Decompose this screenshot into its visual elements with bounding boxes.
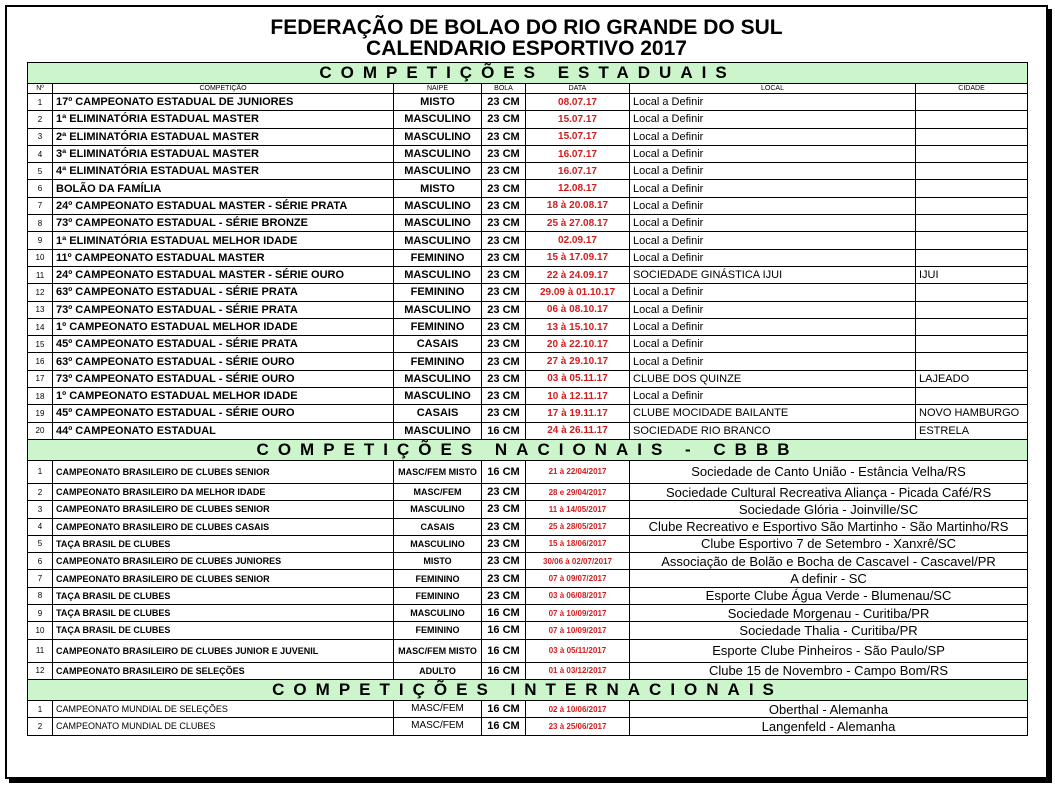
bola-value: 23 CM [482, 301, 526, 318]
city-value [916, 232, 1028, 249]
naipe-value: FEMININO [394, 570, 482, 587]
local-value: Clube Recreativo e Esportivo São Martinho - São Martinho/RS [630, 518, 1028, 535]
naipe-value: FEMININO [394, 353, 482, 370]
row-number: 12 [28, 662, 53, 679]
col-header-competicao: COMPETIÇÃO [53, 84, 394, 94]
date-value: 25 à 28/05/2017 [526, 518, 630, 535]
bola-value: 23 CM [482, 111, 526, 128]
table-row [28, 388, 1028, 405]
row-number: 8 [28, 587, 53, 604]
row-number: 12 [28, 284, 53, 301]
table-row [28, 605, 1028, 622]
row-number: 17 [28, 370, 53, 387]
competition-name: 44º CAMPEONATO ESTADUAL [53, 422, 394, 439]
estaduais-section [28, 63, 1028, 440]
local-value: Associação de Bolão e Bocha de Cascavel - Cascavel/PR [630, 553, 1028, 570]
competition-name: 24º CAMPEONATO ESTADUAL MASTER - SÉRIE OURO [53, 266, 394, 283]
table-row [28, 94, 1028, 111]
naipe-value: MASCULINO [394, 197, 482, 214]
table-row [28, 700, 1028, 717]
date-value: 16.07.17 [526, 145, 630, 162]
competition-name: 24º CAMPEONATO ESTADUAL MASTER - SÉRIE PRATA [53, 197, 394, 214]
competition-name: CAMPEONATO BRASILEIRO DE SELEÇÕES [53, 662, 394, 679]
bola-value: 16 CM [482, 622, 526, 639]
competition-name: TAÇA BRASIL DE CLUBES [53, 535, 394, 552]
local-value: Local a Definir [630, 318, 916, 335]
page-title: FEDERAÇÃO DE BOLAO DO RIO GRANDE DO SUL [270, 16, 783, 39]
table-row [28, 553, 1028, 570]
local-value: Sociedade Morgenau - Curitiba/PR [630, 605, 1028, 622]
local-value: Clube 15 de Novembro - Campo Bom/RS [630, 662, 1028, 679]
date-value: 03 à 05.11.17 [526, 370, 630, 387]
naipe-value: MASCULINO [394, 128, 482, 145]
date-value: 28 e 29/04/2017 [526, 483, 630, 500]
competition-name: 73º CAMPEONATO ESTADUAL - SÉRIE OURO [53, 370, 394, 387]
date-value: 17 à 19.11.17 [526, 405, 630, 422]
naipe-value: MASC/FEM [394, 700, 482, 717]
local-value: Local a Definir [630, 145, 916, 162]
bola-value: 23 CM [482, 266, 526, 283]
local-value: SOCIEDADE RIO BRANCO [630, 422, 916, 439]
table-row [28, 422, 1028, 439]
date-value: 15.07.17 [526, 128, 630, 145]
row-number: 20 [28, 422, 53, 439]
local-value: A definir - SC [630, 570, 1028, 587]
local-value: Local a Definir [630, 301, 916, 318]
date-value: 06 à 08.10.17 [526, 301, 630, 318]
naipe-value: MISTO [394, 553, 482, 570]
row-number: 14 [28, 318, 53, 335]
bola-value: 23 CM [482, 405, 526, 422]
bola-value: 23 CM [482, 145, 526, 162]
row-number: 11 [28, 266, 53, 283]
naipe-value: CASAIS [394, 336, 482, 353]
local-value: Sociedade Thalia - Curitiba/PR [630, 622, 1028, 639]
row-number: 6 [28, 180, 53, 197]
row-number: 7 [28, 197, 53, 214]
row-number: 9 [28, 605, 53, 622]
competition-name: CAMPEONATO MUNDIAL DE CLUBES [53, 718, 394, 735]
competition-name: 63º CAMPEONATO ESTADUAL - SÉRIE OURO [53, 353, 394, 370]
row-number: 8 [28, 215, 53, 232]
competition-name: 3ª ELIMINATÓRIA ESTADUAL MASTER [53, 145, 394, 162]
bola-value: 23 CM [482, 197, 526, 214]
local-value: Esporte Clube Água Verde - Blumenau/SC [630, 587, 1028, 604]
row-number: 5 [28, 535, 53, 552]
naipe-value: MASC/FEM [394, 718, 482, 735]
naipe-value: ADULTO [394, 662, 482, 679]
naipe-value: MASC/FEM [394, 483, 482, 500]
row-number: 6 [28, 553, 53, 570]
bola-value: 23 CM [482, 163, 526, 180]
competition-name: CAMPEONATO BRASILEIRO DE CLUBES JUNIOR E JUVENIL [53, 639, 394, 662]
city-value [916, 111, 1028, 128]
row-number: 2 [28, 718, 53, 735]
naipe-value: MASCULINO [394, 163, 482, 180]
local-value: Local a Definir [630, 215, 916, 232]
date-value: 22 à 24.09.17 [526, 266, 630, 283]
local-value: Oberthal - Alemanha [630, 700, 1028, 717]
col-header-local: LOCAL [630, 84, 916, 94]
date-value: 11 à 14/05/2017 [526, 501, 630, 518]
row-number: 10 [28, 249, 53, 266]
date-value: 07 à 10/09/2017 [526, 622, 630, 639]
city-value: IJUI [916, 266, 1028, 283]
naipe-value: MISTO [394, 180, 482, 197]
internacionais-heading: COMPETIÇÕES INTERNACIONAIS [28, 679, 1028, 700]
local-value: Local a Definir [630, 111, 916, 128]
competition-name: CAMPEONATO BRASILEIRO DE CLUBES JUNIORES [53, 553, 394, 570]
competition-name: 4ª ELIMINATÓRIA ESTADUAL MASTER [53, 163, 394, 180]
column-headers [28, 84, 1028, 94]
date-value: 15.07.17 [526, 111, 630, 128]
local-value: Sociedade de Canto União - Estância Velha/RS [630, 460, 1028, 483]
bola-value: 23 CM [482, 318, 526, 335]
naipe-value: CASAIS [394, 518, 482, 535]
table-row [28, 266, 1028, 283]
date-value: 01 à 03/12/2017 [526, 662, 630, 679]
city-value [916, 180, 1028, 197]
table-row [28, 535, 1028, 552]
row-number: 3 [28, 501, 53, 518]
row-number: 9 [28, 232, 53, 249]
internacionais-section [28, 679, 1028, 735]
date-value: 29.09 à 01.10.17 [526, 284, 630, 301]
bola-value: 23 CM [482, 388, 526, 405]
competition-name: 63º CAMPEONATO ESTADUAL - SÉRIE PRATA [53, 284, 394, 301]
city-value [916, 336, 1028, 353]
competition-name: 73º CAMPEONATO ESTADUAL - SÉRIE PRATA [53, 301, 394, 318]
naipe-value: MASC/FEM MISTO [394, 460, 482, 483]
nacionais-heading: COMPETIÇÕES NACIONAIS - CBBB [28, 439, 1028, 460]
table-row [28, 639, 1028, 662]
competition-name: 1ª ELIMINATÓRIA ESTADUAL MELHOR IDADE [53, 232, 394, 249]
table-row [28, 336, 1028, 353]
document-titles [7, 17, 1046, 59]
table-row [28, 232, 1028, 249]
naipe-value: MASCULINO [394, 535, 482, 552]
bola-value: 23 CM [482, 553, 526, 570]
date-value: 15 à 17.09.17 [526, 249, 630, 266]
city-value [916, 145, 1028, 162]
date-value: 20 à 22.10.17 [526, 336, 630, 353]
col-header-cidade: CIDADE [916, 84, 1028, 94]
local-value: Local a Definir [630, 180, 916, 197]
table-row [28, 284, 1028, 301]
date-value: 08.07.17 [526, 94, 630, 111]
date-value: 15 à 18/06/2017 [526, 535, 630, 552]
local-value: Clube Esportivo 7 de Setembro - Xanxrê/SC [630, 535, 1028, 552]
bola-value: 16 CM [482, 718, 526, 735]
estaduais-heading: COMPETIÇÕES ESTADUAIS [28, 63, 1028, 84]
bola-value: 23 CM [482, 587, 526, 604]
naipe-value: FEMININO [394, 622, 482, 639]
bola-value: 23 CM [482, 336, 526, 353]
city-value [916, 215, 1028, 232]
date-value: 03 à 06/08/2017 [526, 587, 630, 604]
row-number: 3 [28, 128, 53, 145]
row-number: 1 [28, 94, 53, 111]
row-number: 1 [28, 460, 53, 483]
row-number: 4 [28, 518, 53, 535]
table-row [28, 249, 1028, 266]
competition-name: CAMPEONATO MUNDIAL DE SELEÇÕES [53, 700, 394, 717]
naipe-value: MASCULINO [394, 111, 482, 128]
table-row [28, 501, 1028, 518]
document-frame [5, 5, 1048, 779]
local-value: Local a Definir [630, 336, 916, 353]
competition-name: 17º CAMPEONATO ESTADUAL DE JUNIORES [53, 94, 394, 111]
naipe-value: FEMININO [394, 318, 482, 335]
competition-name: TAÇA BRASIL DE CLUBES [53, 605, 394, 622]
row-number: 10 [28, 622, 53, 639]
table-row [28, 662, 1028, 679]
city-value: ESTRELA [916, 422, 1028, 439]
city-value: NOVO HAMBURGO [916, 405, 1028, 422]
local-value: CLUBE DOS QUINZE [630, 370, 916, 387]
date-value: 27 à 29.10.17 [526, 353, 630, 370]
col-header-bola: BOLA [482, 84, 526, 94]
table-row [28, 405, 1028, 422]
table-row [28, 622, 1028, 639]
competition-name: CAMPEONATO BRASILEIRO DE CLUBES SENIOR [53, 501, 394, 518]
naipe-value: MASC/FEM MISTO [394, 639, 482, 662]
competition-name: 45º CAMPEONATO ESTADUAL - SÉRIE OURO [53, 405, 394, 422]
local-value: Local a Definir [630, 388, 916, 405]
bola-value: 23 CM [482, 128, 526, 145]
competition-name: TAÇA BRASIL DE CLUBES [53, 622, 394, 639]
bola-value: 23 CM [482, 370, 526, 387]
bola-value: 16 CM [482, 605, 526, 622]
local-value: Local a Definir [630, 128, 916, 145]
col-header-n: Nº [28, 84, 53, 94]
date-value: 13 à 15.10.17 [526, 318, 630, 335]
city-value [916, 388, 1028, 405]
table-row [28, 163, 1028, 180]
competition-name: CAMPEONATO BRASILEIRO DE CLUBES SENIOR [53, 570, 394, 587]
date-value: 21 à 22/04/2017 [526, 460, 630, 483]
city-value [916, 163, 1028, 180]
city-value [916, 94, 1028, 111]
date-value: 23 à 25/06/2017 [526, 718, 630, 735]
local-value: SOCIEDADE GINÁSTICA IJUI [630, 266, 916, 283]
date-value: 07 à 09/07/2017 [526, 570, 630, 587]
bola-value: 23 CM [482, 353, 526, 370]
bola-value: 23 CM [482, 535, 526, 552]
table-row [28, 353, 1028, 370]
bola-value: 23 CM [482, 215, 526, 232]
bola-value: 23 CM [482, 284, 526, 301]
row-number: 4 [28, 145, 53, 162]
table-row [28, 180, 1028, 197]
local-value: Local a Definir [630, 94, 916, 111]
table-row [28, 128, 1028, 145]
local-value: Local a Definir [630, 249, 916, 266]
competition-name: 11º CAMPEONATO ESTADUAL MASTER [53, 249, 394, 266]
page-subtitle: CALENDARIO ESPORTIVO 2017 [366, 37, 687, 60]
date-value: 07 à 10/09/2017 [526, 605, 630, 622]
local-value: Local a Definir [630, 232, 916, 249]
row-number: 2 [28, 111, 53, 128]
competition-name: CAMPEONATO BRASILEIRO DA MELHOR IDADE [53, 483, 394, 500]
col-header-data: DATA [526, 84, 630, 94]
date-value: 03 à 05/11/2017 [526, 639, 630, 662]
competition-name: 2ª ELIMINATÓRIA ESTADUAL MASTER [53, 128, 394, 145]
naipe-value: CASAIS [394, 405, 482, 422]
competition-name: BOLÃO DA FAMÍLIA [53, 180, 394, 197]
city-value [916, 249, 1028, 266]
table-row [28, 370, 1028, 387]
date-value: 10 à 12.11.17 [526, 388, 630, 405]
bola-value: 23 CM [482, 501, 526, 518]
local-value: Local a Definir [630, 353, 916, 370]
competition-name: 1ª ELIMINATÓRIA ESTADUAL MASTER [53, 111, 394, 128]
competition-name: CAMPEONATO BRASILEIRO DE CLUBES SENIOR [53, 460, 394, 483]
bola-value: 23 CM [482, 570, 526, 587]
naipe-value: MASCULINO [394, 422, 482, 439]
bola-value: 16 CM [482, 460, 526, 483]
bola-value: 23 CM [482, 232, 526, 249]
bola-value: 23 CM [482, 249, 526, 266]
row-number: 7 [28, 570, 53, 587]
local-value: Local a Definir [630, 197, 916, 214]
naipe-value: MASCULINO [394, 605, 482, 622]
bola-value: 16 CM [482, 639, 526, 662]
competition-name: 1º CAMPEONATO ESTADUAL MELHOR IDADE [53, 318, 394, 335]
competition-name: 73º CAMPEONATO ESTADUAL - SÉRIE BRONZE [53, 215, 394, 232]
naipe-value: FEMININO [394, 249, 482, 266]
nacionais-section [28, 439, 1028, 679]
competition-name: 1º CAMPEONATO ESTADUAL MELHOR IDADE [53, 388, 394, 405]
date-value: 24 à 26.11.17 [526, 422, 630, 439]
table-row [28, 460, 1028, 483]
row-number: 13 [28, 301, 53, 318]
competition-name: 45º CAMPEONATO ESTADUAL - SÉRIE PRATA [53, 336, 394, 353]
table-row [28, 587, 1028, 604]
naipe-value: MASCULINO [394, 301, 482, 318]
local-value: Esporte Clube Pinheiros - São Paulo/SP [630, 639, 1028, 662]
local-value: Local a Definir [630, 284, 916, 301]
calendar-table [27, 62, 1028, 736]
col-header-naipe: NAIPE [394, 84, 482, 94]
table-row [28, 301, 1028, 318]
city-value [916, 128, 1028, 145]
naipe-value: MASCULINO [394, 266, 482, 283]
local-value: Langenfeld - Alemanha [630, 718, 1028, 735]
local-value: CLUBE MOCIDADE BAILANTE [630, 405, 916, 422]
naipe-value: MASCULINO [394, 501, 482, 518]
row-number: 5 [28, 163, 53, 180]
row-number: 11 [28, 639, 53, 662]
date-value: 30/06 à 02/07/2017 [526, 553, 630, 570]
local-value: Sociedade Cultural Recreativa Aliança - Picada Café/RS [630, 483, 1028, 500]
date-value: 12.08.17 [526, 180, 630, 197]
row-number: 16 [28, 353, 53, 370]
city-value [916, 301, 1028, 318]
row-number: 18 [28, 388, 53, 405]
row-number: 19 [28, 405, 53, 422]
city-value [916, 353, 1028, 370]
row-number: 2 [28, 483, 53, 500]
table-row [28, 197, 1028, 214]
city-value [916, 284, 1028, 301]
naipe-value: MISTO [394, 94, 482, 111]
naipe-value: FEMININO [394, 587, 482, 604]
table-row [28, 215, 1028, 232]
bola-value: 16 CM [482, 422, 526, 439]
table-row [28, 483, 1028, 500]
table-row [28, 518, 1028, 535]
naipe-value: MASCULINO [394, 232, 482, 249]
table-row [28, 318, 1028, 335]
naipe-value: MASCULINO [394, 388, 482, 405]
city-value: LAJEADO [916, 370, 1028, 387]
bola-value: 16 CM [482, 662, 526, 679]
bola-value: 23 CM [482, 180, 526, 197]
bola-value: 23 CM [482, 94, 526, 111]
naipe-value: MASCULINO [394, 145, 482, 162]
naipe-value: FEMININO [394, 284, 482, 301]
date-value: 16.07.17 [526, 163, 630, 180]
table-row [28, 111, 1028, 128]
local-value: Sociedade Glória - Joinville/SC [630, 501, 1028, 518]
competition-name: TAÇA BRASIL DE CLUBES [53, 587, 394, 604]
bola-value: 16 CM [482, 700, 526, 717]
date-value: 25 à 27.08.17 [526, 215, 630, 232]
date-value: 02 à 10/06/2017 [526, 700, 630, 717]
local-value: Local a Definir [630, 163, 916, 180]
date-value: 02.09.17 [526, 232, 630, 249]
bola-value: 23 CM [482, 518, 526, 535]
naipe-value: MASCULINO [394, 215, 482, 232]
table-row [28, 718, 1028, 735]
row-number: 1 [28, 700, 53, 717]
row-number: 15 [28, 336, 53, 353]
bola-value: 23 CM [482, 483, 526, 500]
table-row [28, 570, 1028, 587]
naipe-value: MASCULINO [394, 370, 482, 387]
date-value: 18 à 20.08.17 [526, 197, 630, 214]
competition-name: CAMPEONATO BRASILEIRO DE CLUBES CASAIS [53, 518, 394, 535]
city-value [916, 318, 1028, 335]
city-value [916, 197, 1028, 214]
table-row [28, 145, 1028, 162]
